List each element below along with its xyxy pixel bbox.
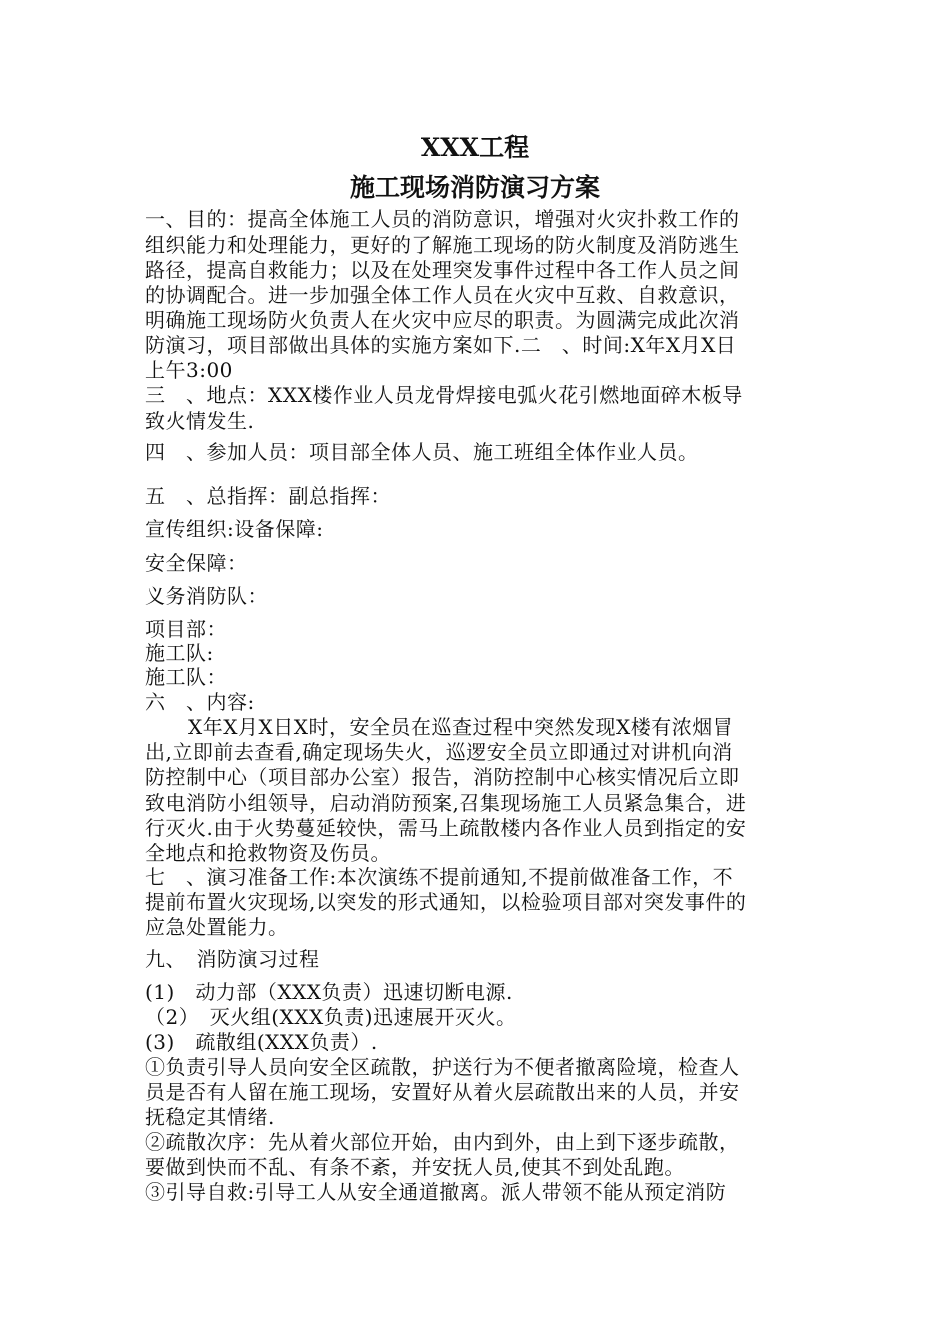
paragraph-line: 七 、演习准备工作:本次演练不提前通知,不提前做准备工作，不: [145, 865, 734, 889]
list-item: (3) 疏散组(XXX负责）.: [145, 1030, 378, 1054]
section-heading: 九、 消防演习过程: [145, 947, 320, 971]
paragraph-line: 提前布置火灾现场,以突发的形式通知，以检验项目部对突发事件的: [145, 890, 747, 914]
paragraph-line: 致电消防小组领导，启动消防预案,召集现场施工人员紧急集合，进: [145, 791, 747, 815]
paragraph-line: ①负责引导人员向安全区疏散，护送行为不便者撤离险境，检查人: [145, 1055, 740, 1079]
paragraph-line: 义务消防队：: [145, 584, 268, 608]
paragraph-line: 施工队:: [145, 641, 214, 665]
paragraph-line: 上午3:00: [145, 358, 233, 382]
paragraph-line: 致火情发生.: [145, 409, 255, 433]
paragraph-line: 的协调配合。进一步加强全体工作人员在火灾中互救、自救意识，: [145, 283, 740, 307]
paragraph-line: 四 、参加人员：项目部全体人员、施工班组全体作业人员。: [145, 440, 699, 464]
paragraph-line: 出,立即前去查看,确定现场失火，巡逻安全员立即通过对讲机向消: [145, 740, 733, 764]
paragraph-line: 一、目的：提高全体施工人员的消防意识，增强对火灾扑救工作的: [145, 207, 740, 231]
list-item: （2） 灭火组(XXX负责)迅速展开灭火。: [145, 1005, 517, 1029]
paragraph-line: 组织能力和处理能力，更好的了解施工现场的防火制度及消防逃生: [145, 233, 740, 257]
paragraph-line: 明确施工现场防火负责人在火灾中应尽的职责。为圆满完成此次消: [145, 308, 740, 332]
paragraph-line: X年X月X日X时，安全员在巡查过程中突然发现X楼有浓烟冒: [188, 715, 734, 739]
list-item: (1) 动力部（XXX负责）迅速切断电源.: [145, 980, 513, 1004]
paragraph-line: 施工队：: [145, 665, 227, 689]
document-subtitle: 施工现场消防演习方案: [349, 173, 600, 202]
paragraph-line: 路径，提高自救能力；以及在处理突发事件过程中各工作人员之间: [145, 258, 740, 282]
paragraph-line: 六 、内容:: [145, 690, 255, 714]
paragraph-line: 抚稳定其情绪.: [145, 1105, 275, 1129]
paragraph-line: 应急处置能力。: [145, 915, 289, 939]
paragraph-line: ③引导自救:引导工人从安全通道撤离。派人带领不能从预定消防: [145, 1180, 727, 1204]
paragraph-line: 项目部：: [145, 617, 227, 641]
paragraph-line: ②疏散次序：先从着火部位开始，由内到外，由上到下逐步疏散，: [145, 1130, 740, 1154]
paragraph-line: 安全保障：: [145, 551, 248, 575]
document-title: XXX工程: [420, 133, 530, 162]
paragraph-line: 三 、地点：XXX楼作业人员龙骨焊接电弧火花引燃地面碎木板导: [145, 383, 743, 407]
paragraph-line: 防控制中心（项目部办公室）报告，消防控制中心核实情况后立即: [145, 765, 740, 789]
paragraph-line: 员是否有人留在施工现场，安置好从着火层疏散出来的人员，并安: [145, 1080, 740, 1104]
paragraph-line: 五 、总指挥：副总指挥：: [145, 484, 391, 508]
paragraph-line: 全地点和抢救物资及伤员。: [145, 841, 391, 865]
paragraph-line: 要做到快而不乱、有条不紊，并安抚人员,使其不到处乱跑。: [145, 1155, 685, 1179]
paragraph-line: 宣传组织:设备保障:: [145, 517, 324, 541]
paragraph-line: 行灭火.由于火势蔓延较快，需马上疏散楼内各作业人员到指定的安: [145, 816, 747, 840]
paragraph-line: 防演习，项目部做出具体的实施方案如下.二 、时间:X年X月X日: [145, 333, 737, 357]
